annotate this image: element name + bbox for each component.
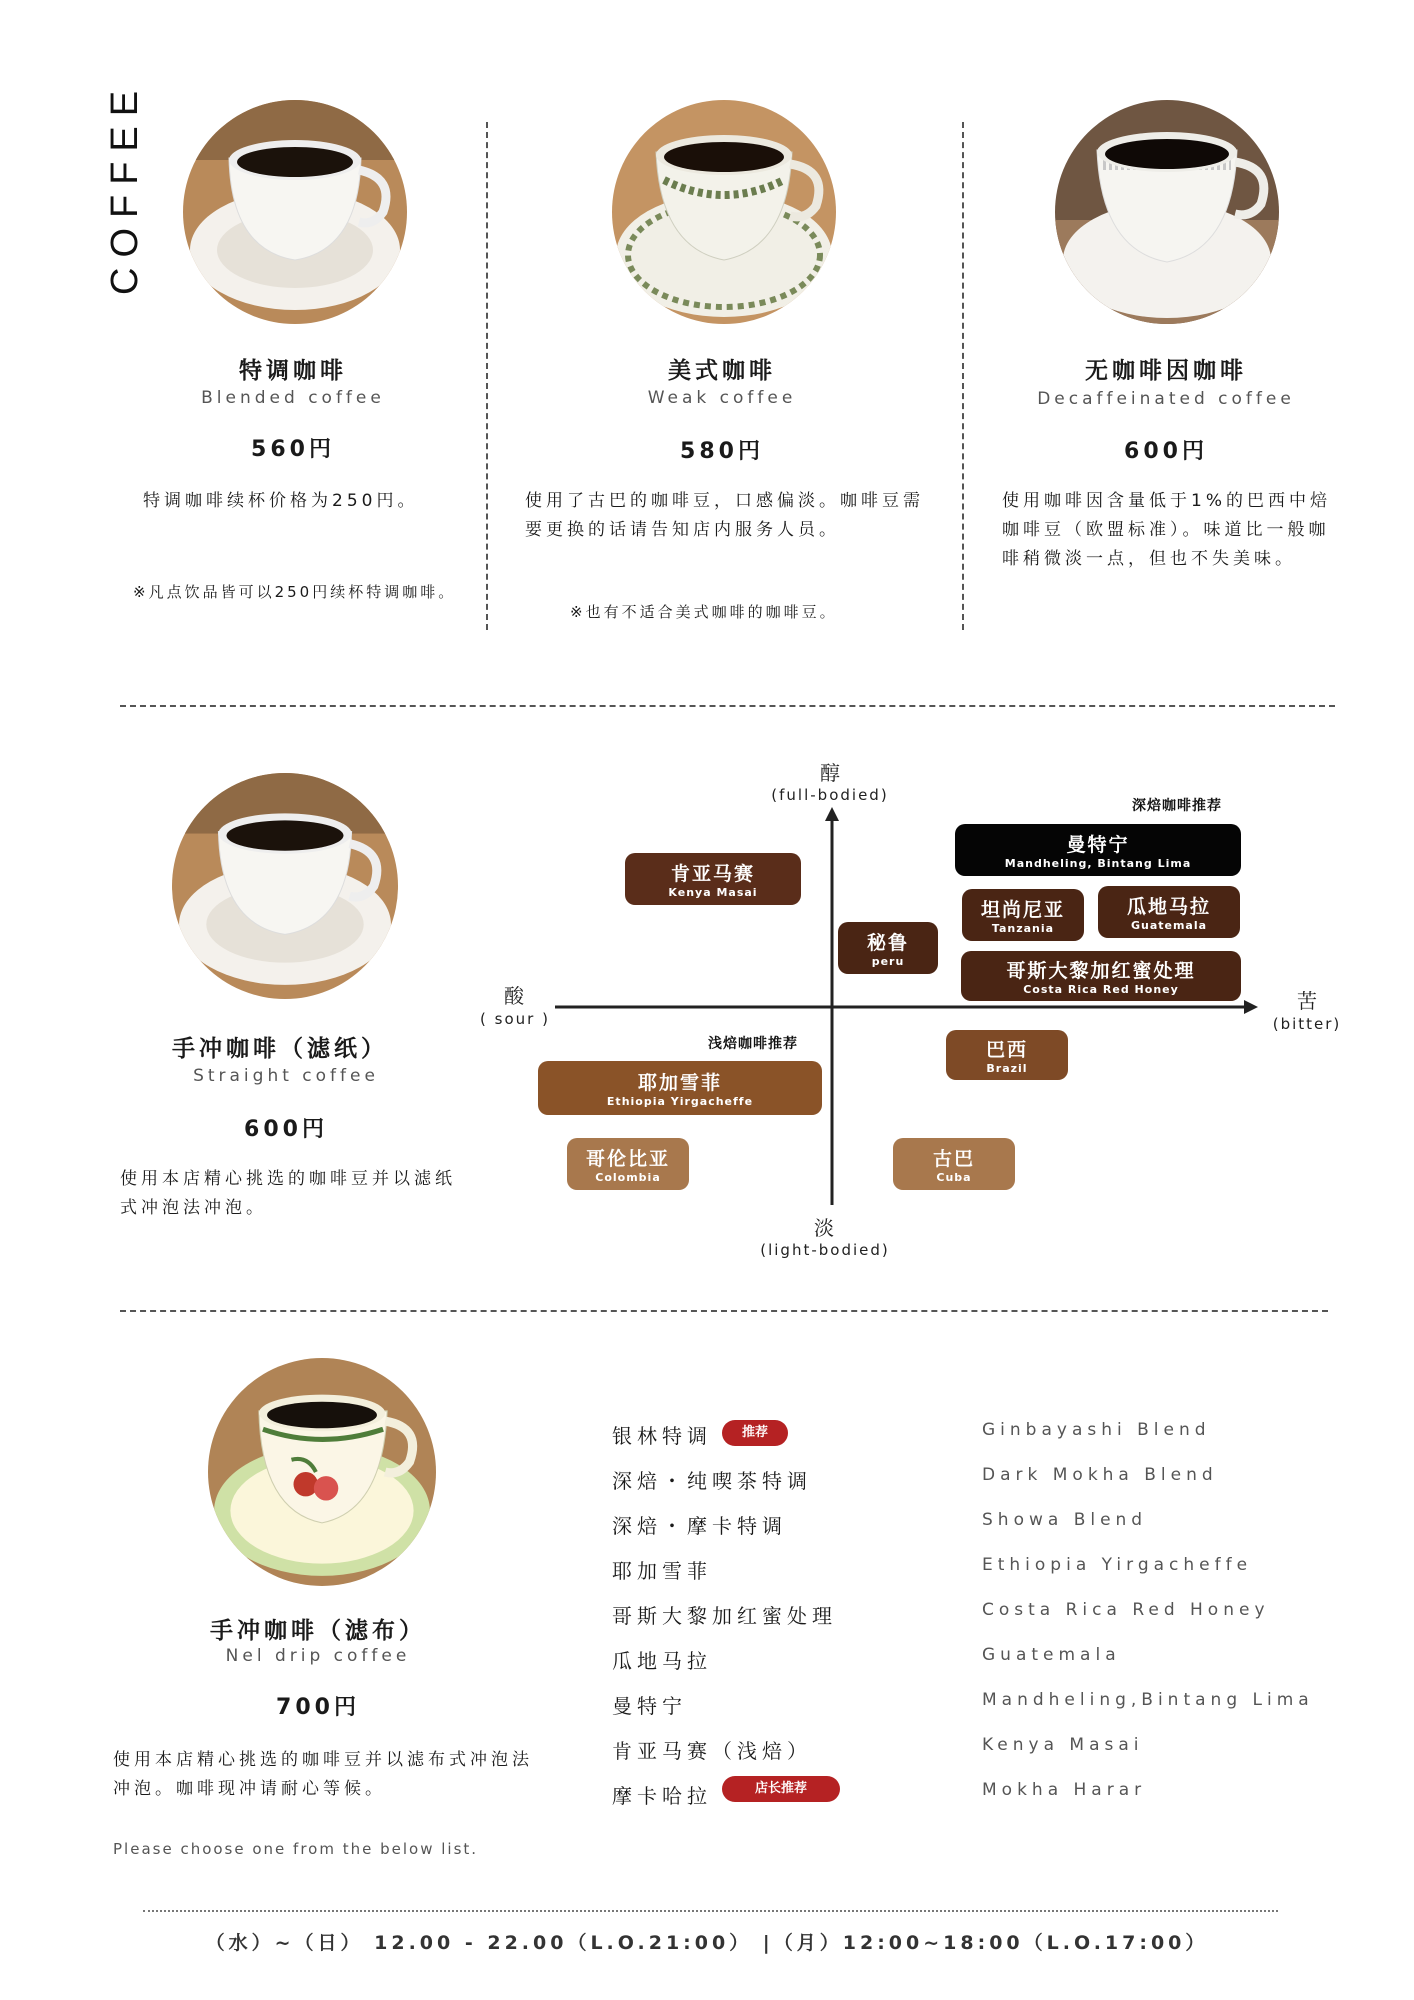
item-price: 600円 [244,1117,328,1142]
axis-right-sub: (bitter) [1272,1015,1342,1033]
list-item-cn: 银林特调 [612,1424,712,1448]
list-item-en: Kenya Masai [982,1735,1144,1755]
bean-tag-guatemala: 瓜地马拉 Guatemala [1098,886,1240,938]
item-note: ※凡点饮品皆可以250円续杯特调咖啡。 [133,583,457,601]
decaf-coffee-photo [1055,100,1279,324]
item-desc: 使用咖啡因含量低于1%的巴西中焙咖啡豆（欧盟标准）。味道比一般咖啡稍微淡一点，但也不失美味。 [1002,491,1331,569]
list-item-cn: 瓜地马拉 [612,1649,712,1673]
item-desc: 使用了古巴的咖啡豆，口感偏淡。咖啡豆需要更换的话请告知店内服务人员。 [525,491,924,540]
item-desc: 特调咖啡续杯价格为250円。 [143,491,419,511]
item-price: 580円 [680,439,764,464]
item-name-en: Decaffeinated coffee [1037,389,1295,409]
list-item-cn: 摩卡哈拉 [612,1784,712,1808]
item-name-cn: 美式咖啡 [668,358,776,384]
item-name-cn: 手冲咖啡（滤纸） [172,1036,388,1062]
item-name-cn: 无咖啡因咖啡 [1085,358,1247,384]
item-name-en: Weak coffee [647,388,797,408]
list-item-en: Costa Rica Red Honey [982,1600,1270,1620]
bean-tag-yirgacheffe: 耶加雪菲 Ethiopia Yirgacheffe [538,1061,822,1115]
list-item-en: Mandheling,Bintang Lima [982,1690,1314,1710]
bean-tag-costa-rica: 哥斯大黎加红蜜处理 Costa Rica Red Honey [961,951,1241,1001]
item-name-cn: 手冲咖啡（滤布） [210,1618,426,1644]
recommend-badge: 推荐 [722,1420,788,1446]
weak-coffee-photo [612,100,836,324]
section-title: COFFEE [104,80,146,295]
section-divider [120,1310,1328,1312]
item-name-en: Blended coffee [201,388,385,408]
bean-tag-tanzania: 坦尚尼亚 Tanzania [962,889,1084,941]
bean-tag-kenya: 肯亚马赛 Kenya Masai [625,853,801,905]
choose-note: Please choose one from the below list. [113,1840,479,1858]
bean-tag-cuba: 古巴 Cuba [893,1138,1015,1190]
axis-top-sub: (full-bodied) [771,786,889,804]
list-item-cn: 肯亚马赛（浅焙） [612,1739,812,1763]
bean-tag-brazil: 巴西 Brazil [946,1030,1068,1080]
item-price: 560円 [251,437,335,462]
light-roast-recommend: 浅焙咖啡推荐 [708,1036,798,1052]
opening-hours: （水）~（日） 12.00 - 22.00（L.O.21:00） |（月）12:00~18:00（L.O.17:00） [205,1932,1209,1954]
bean-tag-colombia: 哥伦比亚 Colombia [567,1138,689,1190]
manager-recommend-badge: 店长推荐 [722,1776,840,1802]
dark-roast-recommend: 深焙咖啡推荐 [1132,798,1222,814]
footer-divider [143,1910,1278,1912]
axis-left-label: 酸 [504,984,524,1008]
axis-left-sub: ( sour ) [480,1010,550,1028]
item-desc: 使用本店精心挑选的咖啡豆并以滤布式冲泡法冲泡。咖啡现冲请耐心等候。 [113,1750,533,1799]
item-name-en: Straight coffee [193,1066,379,1086]
list-item-cn: 深焙・摩卡特调 [612,1514,787,1538]
list-item-en: Ginbayashi Blend [982,1420,1211,1440]
list-item-cn: 哥斯大黎加红蜜处理 [612,1604,837,1628]
list-item-en: Mokha Harar [982,1780,1147,1800]
list-item-en: Dark Mokha Blend [982,1465,1218,1485]
bean-tag-mandheling: 曼特宁 Mandheling, Bintang Lima [955,824,1241,876]
axis-bottom-sub: (light-bodied) [760,1241,890,1259]
straight-coffee-photo [172,773,398,999]
blended-coffee-photo [183,100,407,324]
list-item-en: Showa Blend [982,1510,1148,1530]
axis-bottom-label: 淡 [814,1216,834,1240]
list-item-cn: 曼特宁 [612,1694,687,1718]
list-item-en: Guatemala [982,1645,1121,1665]
item-name-en: Nel drip coffee [225,1646,411,1666]
section-divider [120,705,1335,707]
item-price: 700円 [276,1695,360,1720]
list-item-cn: 深焙・纯喫茶特调 [612,1469,812,1493]
divider [962,122,964,630]
item-price: 600円 [1124,439,1208,464]
divider [486,122,488,630]
nel-drip-coffee-photo [208,1358,436,1586]
item-name-cn: 特调咖啡 [239,358,347,384]
bean-tag-peru: 秘鲁 peru [838,922,938,974]
item-desc: 使用本店精心挑选的咖啡豆并以滤纸式冲泡法冲泡。 [120,1169,456,1218]
list-item-cn: 耶加雪菲 [612,1559,712,1583]
item-note: ※也有不适合美式咖啡的咖啡豆。 [570,603,838,621]
axis-top-label: 醇 [820,761,840,785]
axis-right-label: 苦 [1297,989,1317,1013]
list-item-en: Ethiopia Yirgacheffe [982,1555,1253,1575]
